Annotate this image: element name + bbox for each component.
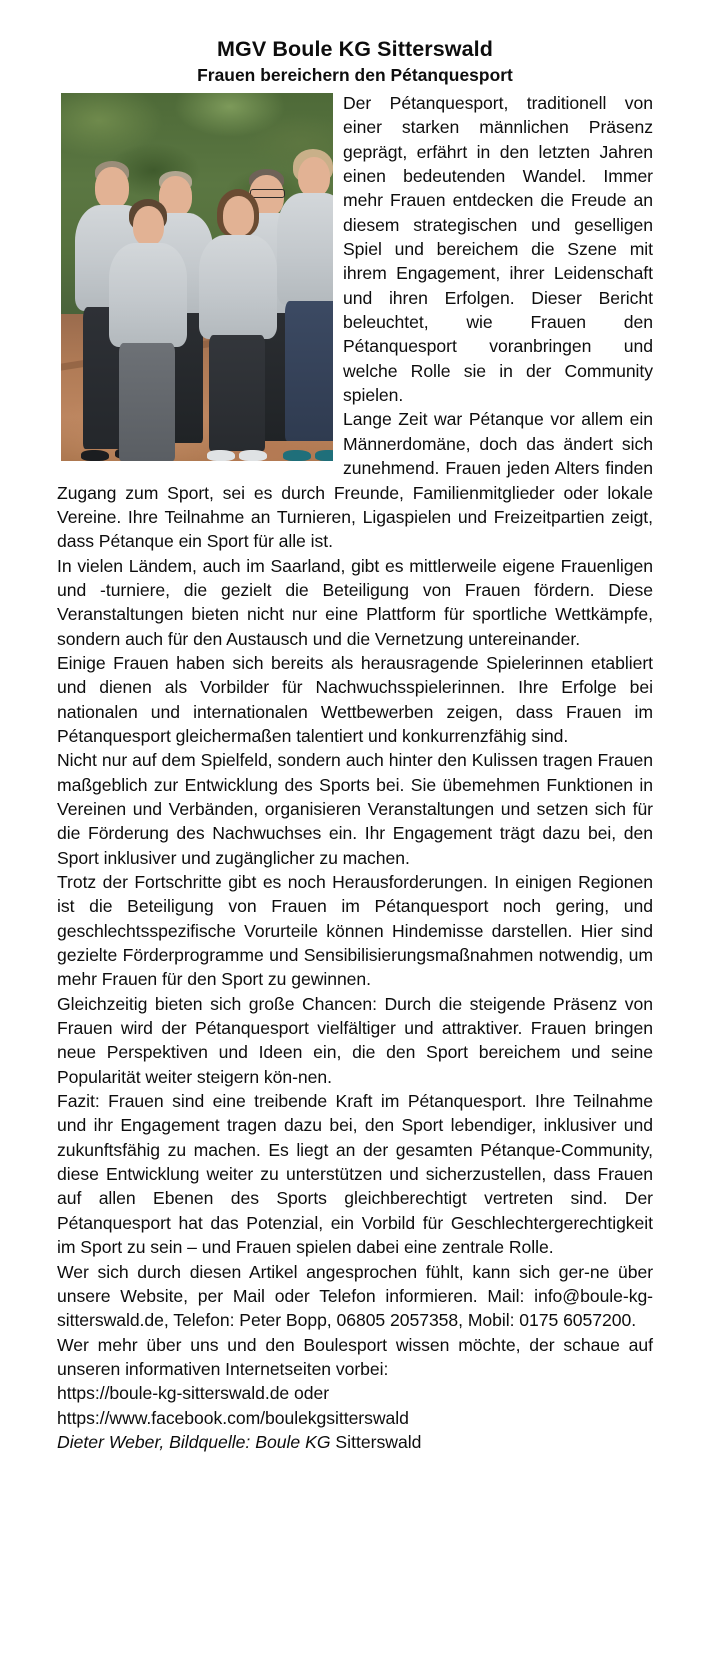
head-shape xyxy=(223,196,254,236)
byline-author: Dieter Weber xyxy=(57,1431,160,1452)
legs-shape xyxy=(285,301,333,441)
paragraph-conclusion: Fazit: Frauen sind eine treibende Kraft im Pétanquesport. Ihre Teilnahme und ihr Engagement tragen dazu bei, den Sport lebendiger, inklusiver und zukunftsfähig zu machen. Es liegt an der gesamten Pétanque-Community, diese Entwicklung weiter zu unterstützen und sicherzustellen, dass Frauen auf allen Ebenen des Sports gleichberechtigt vertreten sind. Der Pétanquesport hat das Potenzial, ein Vorbild für Geschlechtergerechtigkeit im Sport zu sein – und Frauen spielen dabei eine zentrale Rolle. xyxy=(57,1091,653,1258)
page-title: MGV Boule KG Sitterswald xyxy=(217,37,493,61)
shoe-shape xyxy=(283,450,311,461)
photo-person-front-left xyxy=(107,199,187,461)
paragraph-intro: Der Pétanquesport, traditionell von einer starken männlichen Präsenz geprägt, erfährt in den letzten Jahren einen bedeutenden Wandel. Immer mehr Frauen entdecken die Freude an diesem strategischen und geselligen Spiel und bereichem die Szene mit ihrem Engagement, ihrer Leidenschaft und ihren Erfolgen. Dieser Bericht beleuchtet, wie Frauen den Pétanquesport voranbringen und welche Rolle sie in der Community spielen. xyxy=(343,93,653,406)
byline xyxy=(57,1430,653,1454)
legs-shape xyxy=(119,343,175,461)
paragraph-links: https://boule-kg-sitterswald.de oder https://www.facebook.com/boulekgsitterswald xyxy=(57,1383,409,1428)
shoe-shape xyxy=(207,450,235,461)
head-shape xyxy=(298,157,330,197)
legs-shape xyxy=(209,335,265,451)
paragraph-challenges: Trotz der Fortschritte gibt es noch Herausforderungen. In einigen Regionen ist die Beteiligung von Frauen im Pétanquesport noch gering, und geschlechtsspezifische Vorurteile können Hindemisse darstellen. Hier sind gezielte Förderprogramme und Sensibilisierungsmaßnahmen notwendig, um mehr Frauen für den Sport zu gewinnen. xyxy=(57,872,653,990)
paragraph-rolemodels: Einige Frauen haben sich bereits als herausragende Spielerinnen etabliert und dienen als Vorbilder für Nachwuchsspielerinnen. Ihre Erfolge bei nationalen und internationalen Wettbewerben zeigen, dass Frauen im Pétanquesport gleichermaßen talentiert und konkurrenzfähig sind. xyxy=(57,652,653,746)
shoe-shape xyxy=(315,450,333,461)
page-subtitle: Frauen bereichern den Pétanquesport xyxy=(197,65,513,85)
photo-person-back-right xyxy=(277,149,333,461)
shirt-shape xyxy=(277,193,333,305)
byline-image-credit: Bildquelle: Boule KG xyxy=(169,1431,331,1452)
team-photo xyxy=(61,93,333,461)
byline-separator: , xyxy=(159,1431,170,1452)
paragraph-more-info: Wer mehr über uns und den Boulesport wissen möchte, der schaue auf unseren informativen Internetseiten vorbei: xyxy=(57,1334,653,1379)
paragraph-contact: Wer sich durch diesen Artikel angesprochen fühlt, kann sich ger-ne über unsere Website, per Mail oder Telefon informieren. Mail: info@boule-kg-sitterswald.de, Telefon: Peter Bopp, 06805 2057358, Mobil: 0175 6057200. xyxy=(57,1261,653,1331)
paragraph-leagues: In vielen Ländem, auch im Saarland, gibt es mittlerweile eigene Frauenligen und -turniere, die gezielt die Beteiligung von Frauen fördern. Diese Veranstaltungen bieten nicht nur eine Plattform für sportliche Wettkämpfe, sondern auch für den Austausch und die Vernetzung untereinander. xyxy=(57,555,653,649)
shoe-shape xyxy=(81,450,109,461)
photo-person-front-centre xyxy=(197,189,277,461)
byline-credit-tail: Sitterswald xyxy=(330,1431,422,1452)
shoe-shape xyxy=(239,450,267,461)
shirt-shape xyxy=(109,243,187,347)
paragraph-history: Lange Zeit war Pétanque vor allem ein Männerdomäne, doch das ändert sich zunehmend. Frauen jeden Alters finden Zugang zum Sport, sei es durch Freunde, Familienmitglieder oder lokale Vereine. Ihre Teilnahme an Turnieren, Ligaspielen und Freizeitpartien zeigt, dass Pétanque ein Sport für alle ist. xyxy=(57,409,653,552)
paragraph-chances: Gleichzeitig bieten sich große Chancen: Durch die steigende Präsenz von Frauen wird der Pétanquesport vielfältiger und attraktiver. Frauen bringen neue Perspektiven und Ideen ein, die den Sport bereichem und seine Popularität weiter steigern kön-nen. xyxy=(57,993,653,1087)
paragraph-offfield: Nicht nur auf dem Spielfeld, sondern auch hinter den Kulissen tragen Frauen maßgeblich zur Entwicklung des Sports bei. Sie übemehmen Funktionen in Vereinen und Verbänden, organisieren Veranstaltungen und setzen sich für die Förderung des Nachwuchses ein. Ihr Engagement trägt dazu bei, den Sport inklusiver und zugänglicher zu machen. xyxy=(57,750,653,868)
shirt-shape xyxy=(199,235,277,339)
head-shape xyxy=(133,206,164,246)
